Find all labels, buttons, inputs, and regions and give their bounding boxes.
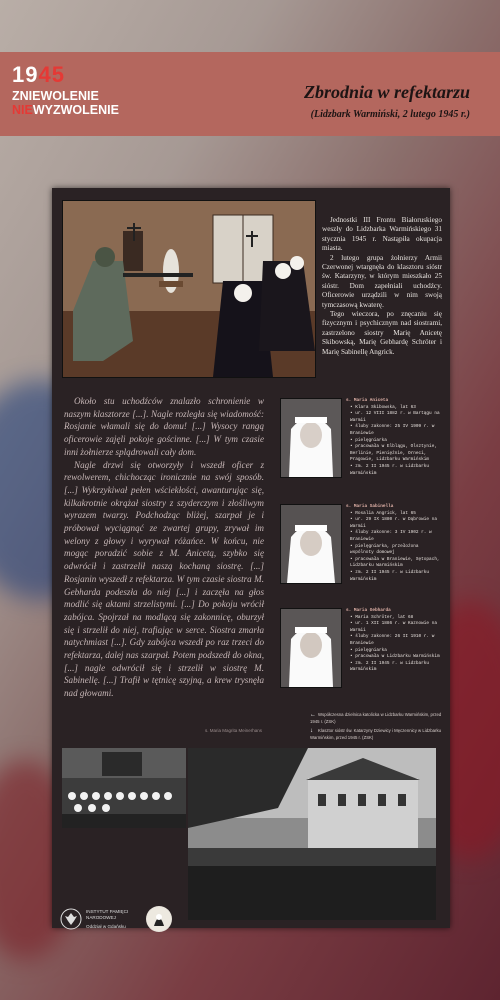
nun-portrait-image	[281, 505, 341, 583]
nun-name: s. Maria Aniceta	[346, 398, 389, 403]
historical-photo-image	[188, 748, 436, 920]
nun-fact: • Maria Schröter, lat 68	[350, 615, 444, 622]
quote-paragraph: Około stu uchodźców znalazło schronienie w naszym klasztorze [...]. Nagle rozległa się wiadomość: Rosjanie włamali się do domu! [...] Wysocy rangą oficerowie zajęli pokoje gościnne. [...] W tym czasie inni żołnierze splądrowali cały dom.	[64, 396, 264, 457]
historical-photo-nuns	[62, 748, 186, 828]
logo-year	[12, 62, 122, 88]
illustration-refectory	[62, 200, 316, 378]
photo-caption	[310, 712, 448, 724]
nun-fact: • Klara Skibowska, lat 63	[350, 405, 444, 412]
intro-paragraph: Jednostki III Frontu Białoruskiego weszły do Lidzbarka Warmińskiego 31 stycznia 1945 r. Nastąpiła okupacja miasta.	[322, 216, 442, 253]
nun-fact: • Rosalia Angrick, lat 65	[350, 511, 444, 518]
quote-credit: s. Maria Magrita Meinerhans	[205, 728, 263, 733]
nun-name: s. Maria Sabinella	[346, 504, 394, 509]
nun-fact: • pielęgniarka	[350, 438, 444, 445]
nun-fact: • pielęgniarka, przełożona wspólnoty domowej	[350, 544, 444, 557]
photo-caption	[310, 728, 448, 740]
nun-fact: • ur. 12 VIII 1882 r. w Bartągu na Warmii	[350, 411, 444, 424]
witness-quote	[64, 395, 264, 700]
page-subtitle: (Lidzbark Warmiński, 2 lutego 1945 r.)	[310, 109, 470, 120]
header	[150, 82, 470, 120]
nun-portrait-image	[281, 399, 341, 477]
caption-text: Klasztor sióstr św. Katarzyny Dziewicy i Męczennicy w Lidzbarku Warmińskim, przed 1945 r. (ZSK)	[310, 728, 441, 740]
logo-line-2	[12, 103, 122, 117]
nun-facts	[346, 615, 444, 674]
nun-portrait	[280, 504, 342, 584]
nun-fact: • pielęgniarka	[350, 648, 444, 655]
nun-fact: • zm. 2 II 1945 r. w Lidzbarku Warmińskim	[350, 570, 444, 583]
page-title: Zbrodnia w refektarzu	[303, 82, 470, 102]
logo-year-part: 19	[12, 62, 39, 87]
historical-photo-convent	[188, 748, 436, 920]
exhibition-logo	[12, 62, 122, 117]
ipn-line: NARODOWEJ	[86, 914, 116, 920]
nun-fact: • śluby zakonne: 25 IV 1909 r. w Braniewie	[350, 424, 444, 437]
eagle-emblem-icon	[60, 908, 82, 930]
logo-line-2-red: NIE	[12, 103, 33, 117]
intro-text	[322, 216, 442, 357]
nun-portrait-image	[281, 609, 341, 687]
logo-line-1: ZNIEWOLENIE	[12, 89, 99, 103]
ipn-logo	[60, 908, 128, 930]
nun-fact: • śluby zakonne: 26 II 1910 r. w Braniewie	[350, 634, 444, 647]
partner-badge-image	[146, 906, 172, 932]
logo-year-part: 45	[38, 62, 65, 87]
nun-facts	[346, 405, 444, 478]
logo-line-2-white: WYZWOLENIE	[32, 103, 119, 117]
nun-fact: • pracowała w Lidzbarku Warmińskim	[350, 654, 444, 661]
partner-badge-icon	[146, 906, 172, 932]
nun-portrait	[280, 398, 342, 478]
ipn-text	[86, 909, 128, 930]
nun-facts	[346, 511, 444, 584]
nun-fact: • zm. 2 II 1945 r. w Lidzbarku Warmińskim	[350, 661, 444, 674]
nun-portrait	[280, 608, 342, 688]
nun-name: s. Maria Gebharda	[346, 608, 391, 613]
caption-text: Współczesna dzielnica katolicka w Lidzbarku Warmińskim, przed 1945 r. (ZSK)	[310, 712, 442, 724]
nun-fact: • śluby zakonne: 3 IV 1902 r. w Braniewie	[350, 530, 444, 543]
nun-fact: • ur. 1 XII 1886 r. w Kaznowie na Warmii	[350, 621, 444, 634]
illustration-image	[63, 201, 315, 377]
intro-paragraph: Tego wieczora, po znęcaniu się fizycznym i psychicznym nad siostrami, zastrzelono siostry Marię Anicetę Skibowską, Marię Gebhardę Schröter i Marię Sabinellę Angrick.	[322, 310, 442, 356]
nun-bio	[346, 398, 444, 477]
historical-photo-image	[62, 748, 186, 828]
ipn-department: Oddział w Gdańsku	[86, 923, 126, 929]
arrow-down-icon: ↓	[310, 728, 313, 734]
ipn-line: INSTYTUT PAMIĘCI	[86, 908, 129, 914]
nun-bio	[346, 504, 444, 583]
nun-fact: • pracowała w Elblągu, Olsztynie, Berlinie, Pieniężnie, Orneci, Pragowie, Lidzbarku Warmińskim	[350, 444, 444, 464]
nun-fact: • pracowała w Braniewie, Sętopach, Lidzbarku Warmińskim	[350, 557, 444, 570]
nun-bio	[346, 608, 444, 674]
intro-paragraph: 2 lutego grupa żołnierzy Armii Czerwonej wtargnęła do klasztoru sióstr św. Katarzyny, w którym mieszkało 25 sióstr. Dom zapełniali uchodźcy. Oficerowie urządzili w nim swoją tymczasową kwaterę.	[322, 253, 442, 309]
nun-fact: • ur. 29 IX 1880 r. w Dąbrowie na Warmii	[350, 517, 444, 530]
nun-fact: • zm. 2 II 1945 r. w Lidzbarku Warmińskim	[350, 464, 444, 477]
arrow-left-icon: ←	[310, 712, 316, 718]
quote-paragraph: Nagle drzwi się otworzyły i wszedł oficer z rewolwerem, chichocząc ironicznie na swój sposób. [...] Wykrzykiwał pełen wściekłości, awanturując się, kilkakrotnie okrążał siostry z szyderczym i złośliwym wyrazem twarzy. Podchodząc bliżej, szarpał je i próbował wyciągnąć ze zwartej grupy, zrywał im welony z głowy i wyrywał różańce. W końcu, nie mogąc poradzić sobie z M. Anicetą, szybko się odwrócił i zastrzelił naszą kochaną siostrę. [...] Rosjanin wyszedł z refektarza. W tym czasie siostra M. Gebharda podeszła do niej [...] i zaczęła na głos modlić się aktami strzelistymi. [...] Do pokoju wrócił zabójca. Spojrzał na modlącą się zakonnicę, oburzył się i strzelił do niej, trafiając w serce. Siostra zmarła natychmiast [...]. Gdy zabójca wszedł po raz trzeci do refektarza, dalej nas szarpał. Potem podszedł do okna, [...] nagle odwrócił się i strzelił w siostrę M. Sabinellę. [...] Trafił w tętnicę szyjną, a krew trysnęła nad głowami.	[64, 459, 264, 699]
